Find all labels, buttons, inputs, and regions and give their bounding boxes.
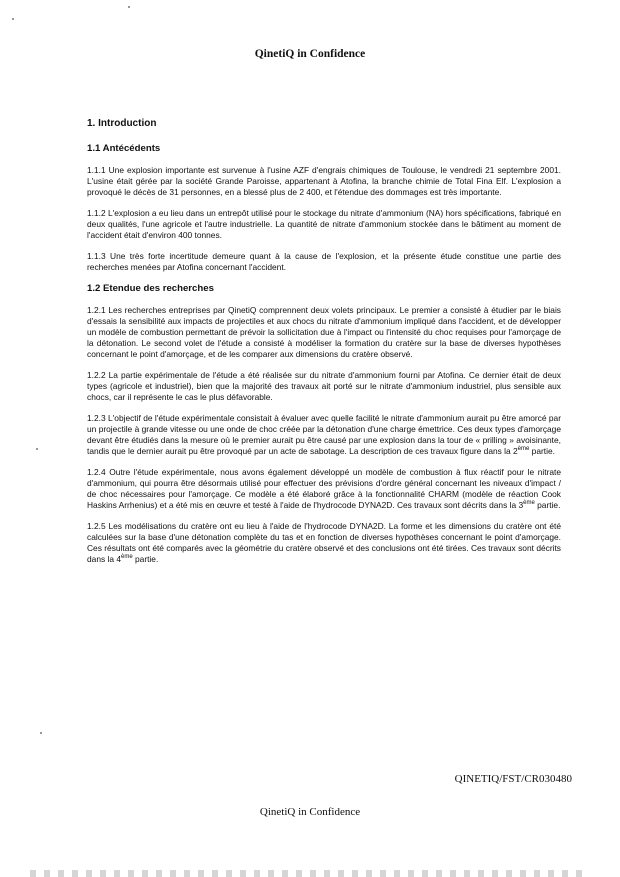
paragraph-1-2-1: 1.2.1 Les recherches entreprises par QinetiQ comprennent deux volets principaux. Le premier a consisté à étudier par le biais d'essais la sensibilité aux impacts de projectiles et aux chocs du nitrate d'ammonium impliqué dans l'accident, et de développer un modèle de combustion permettant de prévoir la sollicitation due à l'impact ou l'intensité du choc requises pour l'amorçage de la détonation. Le second volet de l'étude a consisté à modéliser la formation du cratère sur la base de diverses hypothèses concernant le point d'amorçage, et de les comparer aux dimensions du cratère observé. <box>87 305 561 359</box>
paragraph-text-end: partie. <box>529 446 555 456</box>
subsection-heading-antecedents: 1.1 Antécédents <box>87 143 161 154</box>
scan-edge-noise <box>30 870 590 877</box>
paragraph-text-end: partie. <box>534 500 561 510</box>
paragraph-text: 1.2.3 L'objectif de l'étude expérimentale consistait à évaluer avec quelle facilité le nitrate d'ammonium aurait pu être amorcé par un projectile à grande vitesse ou une onde de choc créée par la détonation d'une charge émettrice. Ces deux types d'amorçage devant être étudiés dans la mesure où le premier aurait pu être causé par une explosion dans la tour de « prilling » avoisinante, tandis que le dernier aurait pu être provoqué par un acte de sabotage. La description de ces travaux figure dans la 2 <box>87 413 561 456</box>
paragraph-text-end: partie. <box>132 554 159 564</box>
scan-speck <box>36 448 38 450</box>
paragraph-text: 1.2.4 Outre l'étude expérimentale, nous avons également développé un modèle de combustion à flux réactif pour le nitrate d'ammonium, qui pourra être désormais utilisé pour effectuer des prévisions d'ordre général concernant les niveaux d'impact / de choc nécessaires pour l'amorçage. Ce modèle a été élaboré grâce à la fonctionnalité CHARM (modèle de réaction Cook Haskins Arrhenius) et a été mis en œuvre et testé à l'aide de l'hydrocode DYNA2D. Ces travaux sont décrits dans la 3 <box>87 467 561 510</box>
superscript: ème <box>121 554 133 561</box>
page-header: QinetiQ in Confidence <box>254 48 366 60</box>
superscript: ème <box>523 500 535 507</box>
paragraph-1-2-4 <box>87 467 561 511</box>
section-heading: 1. Introduction <box>87 118 157 129</box>
paragraph-1-2-3 <box>87 413 561 457</box>
page-footer: QinetiQ in Confidence <box>259 806 361 818</box>
paragraph-1-1-1: 1.1.1 Une explosion importante est survenue à l'usine AZF d'engrais chimiques de Toulouse, le vendredi 21 septembre 2001. L'usine était gérée par la société Grande Paroisse, appartenant à Atofina, la branche chimie de Total Fina Elf. L'explosion a provoqué le décès de 31 personnes, en a blessé plus de 2 400, et l'étendue des dommages est très importante. <box>87 165 561 197</box>
paragraph-1-1-3: 1.1.3 Une très forte incertitude demeure quant à la cause de l'explosion, et la présente étude constitue une partie des recherches menées par Atofina concernant l'accident. <box>87 251 561 272</box>
paragraph-1-2-2: 1.2.2 La partie expérimentale de l'étude a été réalisée sur du nitrate d'ammonium fourni par Atofina. Ce dernier était de deux types (agricole et industriel), bien que la majorité des travaux ait porté sur le nitrate d'ammonium industriel, plus sensible aux chocs, car il représente le cas le plus défavorable. <box>87 370 561 402</box>
subsection-heading-etendue: 1.2 Etendue des recherches <box>87 283 214 294</box>
paragraph-1-2-5 <box>87 521 561 565</box>
scan-speck <box>128 6 130 8</box>
document-reference: QINETIQ/FST/CR030480 <box>454 773 572 785</box>
superscript: ème <box>517 446 530 453</box>
scan-speck <box>40 732 42 734</box>
paragraph-1-1-2: 1.1.2 L'explosion a eu lieu dans un entrepôt utilisé pour le stockage du nitrate d'ammonium (NA) hors spécifications, fabriqué en deux qualités, l'une agricole et l'autre industrielle. La quantité de nitrate d'ammonium stockée dans le bâtiment au moment de l'accident était d'environ 400 tonnes. <box>87 208 561 240</box>
paragraph-text: 1.2.5 Les modélisations du cratère ont eu lieu à l'aide de l'hydrocode DYNA2D. La forme et les dimensions du cratère ont été calculées sur la base d'une détonation complète du tas et en fonction de diverses hypothèses concernant le point d'amorçage. Ces résultats ont été comparés avec la géométrie du cratère observé et des conclusions ont été tirées. Ces travaux sont décrits dans la 4 <box>87 521 561 564</box>
scan-speck <box>12 18 14 20</box>
document-body <box>87 118 561 575</box>
